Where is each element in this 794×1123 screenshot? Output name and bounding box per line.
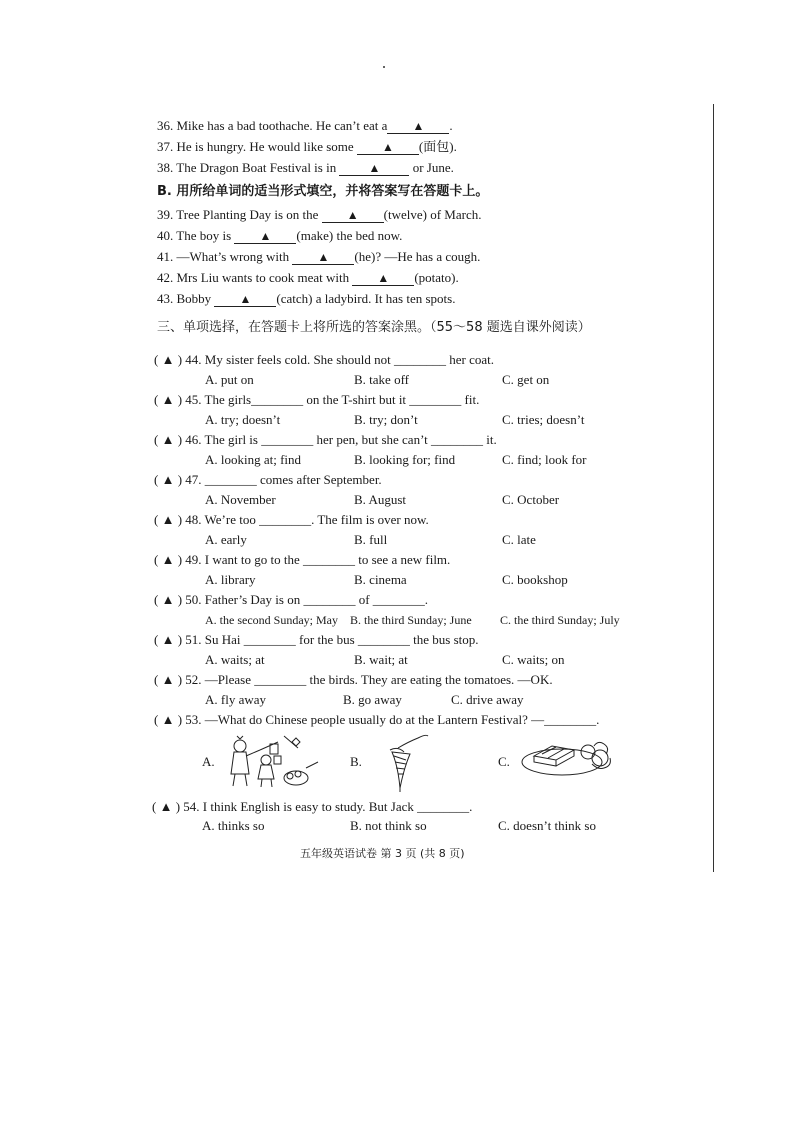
section-b-heading: B. 用所给单词的适当形式填空，并将答案写在答题卡上。 — [157, 184, 489, 199]
mc-option-a: A. thinks so — [202, 818, 265, 833]
mc-option-c: C. drive away — [451, 692, 524, 707]
mc-option-c: C. October — [502, 492, 560, 507]
mc-option-b: B. — [350, 754, 362, 769]
mc-option-c: C. find; look for — [502, 452, 587, 467]
section-3-heading: 三、单项选择，在答题卡上将所选的答案涂黑。（55～58 题选自课外阅读） — [157, 320, 591, 335]
margin-rule — [713, 104, 714, 872]
mc-option-a: A. library — [205, 572, 256, 587]
question-42: 42. Mrs Liu wants to cook meat with ▲ (potato). — [157, 270, 459, 285]
question-39: 39. Tree Planting Day is on the ▲ (twelve) of March. — [157, 207, 482, 222]
answer-blank: ▲ — [214, 292, 276, 307]
mc-option-a: A. November — [205, 492, 276, 507]
mc-option-c: C. late — [502, 532, 536, 547]
lantern-children-picture — [226, 734, 322, 790]
mc-stem-51: ( ▲ ) 51. Su Hai ________ for the bus ________ the bus stop. — [154, 632, 479, 647]
mc-option-a: A. looking at; find — [205, 452, 302, 467]
question-37: 37. He is hungry. He would like some ▲ (面包). — [157, 139, 457, 154]
mc-option-c: C. waits; on — [502, 652, 565, 667]
answer-blank: ▲ — [234, 229, 296, 244]
answer-blank: ▲ — [357, 140, 419, 155]
mc-stem-44: ( ▲ ) 44. My sister feels cold. She should not ________ her coat. — [154, 352, 494, 367]
answer-blank: ▲ — [339, 161, 409, 176]
mc-option-b: B. not think so — [350, 818, 427, 833]
mc-option-a: A. waits; at — [205, 652, 265, 667]
mc-stem-49: ( ▲ ) 49. I want to go to the ________ to see a new film. — [154, 552, 451, 567]
question-43: 43. Bobby ▲ (catch) a ladybird. It has ten spots. — [157, 291, 456, 306]
mc-option-c: C. the third Sunday; July — [500, 613, 620, 627]
mc-option-c: C. doesn’t think so — [498, 818, 596, 833]
mc-option-b: B. go away — [343, 692, 402, 707]
mc-option-c: C. — [498, 754, 510, 769]
mc-stem-45: ( ▲ ) 45. The girls________ on the T-shirt but it ________ fit. — [154, 392, 480, 407]
question-40: 40. The boy is ▲ (make) the bed now. — [157, 228, 403, 243]
mc-stem-50: ( ▲ ) 50. Father’s Day is on ________ of ________. — [154, 592, 429, 607]
mc-option-b: B. full — [354, 532, 388, 547]
scan-dot — [383, 66, 385, 68]
mc-option-a: A. the second Sunday; May — [205, 613, 338, 627]
mc-option-b: B. looking for; find — [354, 452, 456, 467]
question-36: 36. Mike has a bad toothache. He can’t eat a ▲ . — [157, 118, 453, 133]
mc-option-b: B. wait; at — [354, 652, 408, 667]
mc-option-a: A. fly away — [205, 692, 267, 707]
mc-option-a: A. put on — [205, 372, 254, 387]
mc-stem-53: ( ▲ ) 53. —What do Chinese people usually do at the Lantern Festival? —________. — [154, 712, 600, 727]
mc-option-b: B. the third Sunday; June — [350, 613, 472, 627]
mc-option-a: A. — [202, 754, 215, 769]
mc-stem-52: ( ▲ ) 52. —Please ________ the birds. They are eating the tomatoes. —OK. — [154, 672, 553, 687]
mc-option-b: B. August — [354, 492, 407, 507]
answer-blank: ▲ — [322, 208, 384, 223]
question-41: 41. —What’s wrong with ▲ (he)? —He has a cough. — [157, 249, 481, 264]
mc-stem-54: ( ▲ ) 54. I think English is easy to study. But Jack ________. — [152, 799, 473, 814]
mc-option-a: A. early — [205, 532, 247, 547]
zongzi-picture — [380, 730, 432, 794]
mc-option-a: A. try; doesn’t — [205, 412, 281, 427]
food-plate-picture — [518, 734, 618, 780]
mc-option-b: B. try; don’t — [354, 412, 418, 427]
question-38: 38. The Dragon Boat Festival is in ▲ or June. — [157, 160, 454, 175]
mc-stem-48: ( ▲ ) 48. We’re too ________. The film is over now. — [154, 512, 429, 527]
page-footer: 五年级英语试卷 第 3 页 (共 8 页) — [300, 847, 465, 860]
mc-stem-47: ( ▲ ) 47. ________ comes after September. — [154, 472, 382, 487]
answer-blank: ▲ — [292, 250, 354, 265]
answer-blank: ▲ — [352, 271, 414, 286]
mc-option-c: C. get on — [502, 372, 550, 387]
mc-option-c: C. bookshop — [502, 572, 568, 587]
mc-option-c: C. tries; doesn’t — [502, 412, 585, 427]
mc-option-b: B. take off — [354, 372, 409, 387]
mc-option-b: B. cinema — [354, 572, 407, 587]
answer-blank: ▲ — [387, 119, 449, 134]
mc-stem-46: ( ▲ ) 46. The girl is ________ her pen, but she can’t ________ it. — [154, 432, 497, 447]
